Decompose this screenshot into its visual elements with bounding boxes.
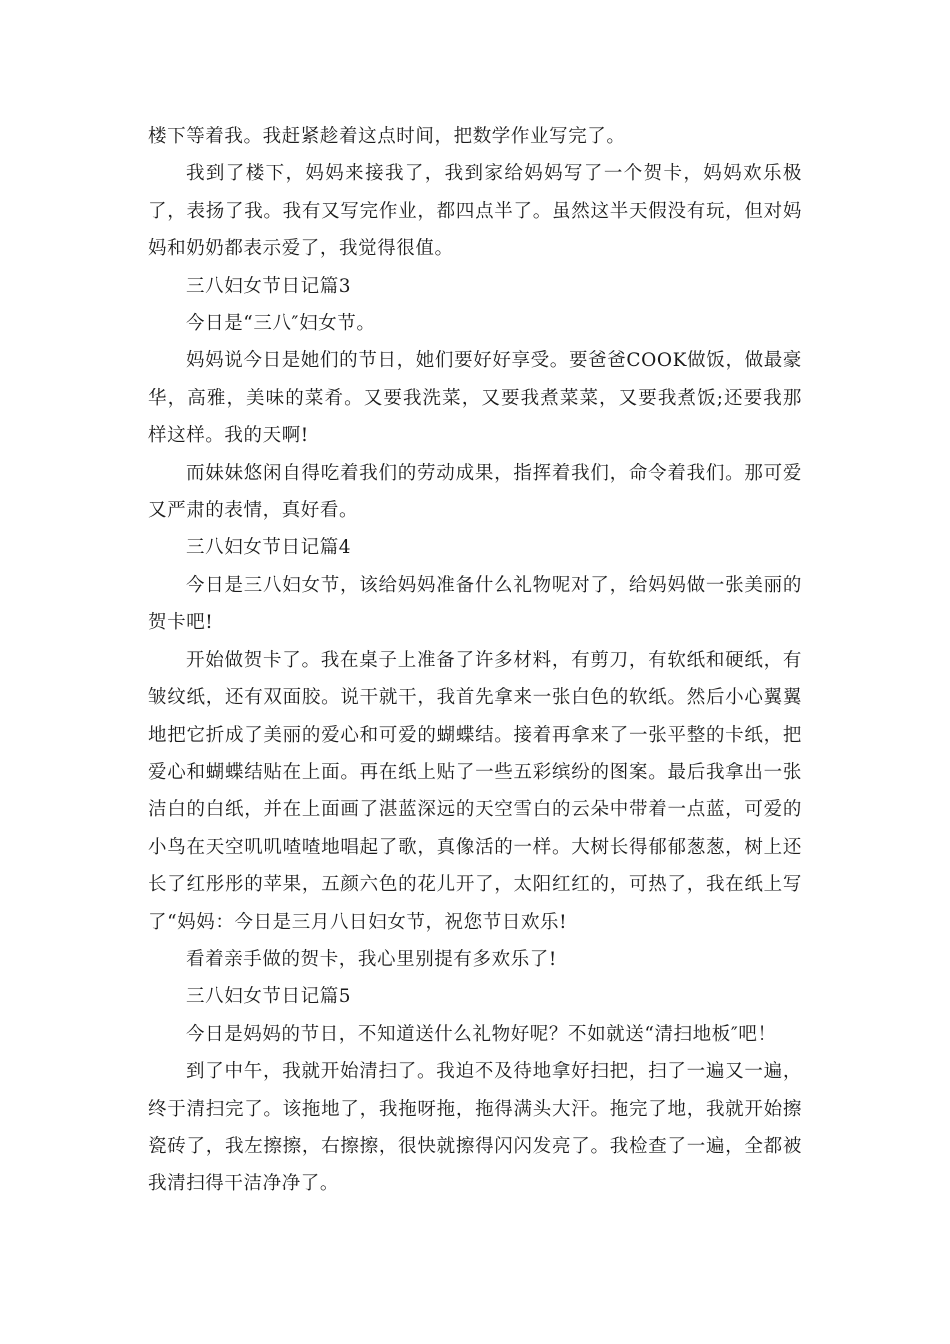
- paragraph: 今日是“三八″妇女节。: [186, 313, 376, 335]
- paragraph: 看着亲手做的贺卡，我心里别提有多欢乐了!: [186, 948, 557, 970]
- paragraph-continuation: 楼下等着我。我赶紧趁着这点时间，把数学作业写完了。: [148, 126, 626, 147]
- section-heading: 三八妇女节日记篇3: [186, 275, 352, 297]
- paragraph: 而妹妹悠闲自得吃着我们的劳动成果，指挥着我们，命令着我们。那可爱又严肃的表情，真好看。: [148, 462, 802, 522]
- paragraph: 到了中午，我就开始清扫了。我迫不及待地拿好扫把，扫了一遍又一遍，终于清扫完了。该拖地了，我拖呀拖，拖得满头大汗。拖完了地，我就开始擦瓷砖了，我左擦擦，右擦擦，很快就擦得闪闪发亮了。我检查了一遍，全都被我清扫得干洁净净了。: [148, 1061, 802, 1195]
- paragraph: 今日是三八妇女节，该给妈妈准备什么礼物呢对了，给妈妈做一张美丽的贺卡吧!: [148, 574, 802, 634]
- paragraph: 妈妈说今日是她们的节日，她们要好好享受。要爸爸COOK做饭，做最豪华，高雅，美味的菜肴。又要我洗菜，又要我煮菜菜，又要我煮饭;还要我那样这样。我的天啊!: [148, 350, 802, 447]
- document-body: [148, 118, 802, 1203]
- section-heading: 三八妇女节日记篇4: [186, 537, 352, 559]
- paragraph: 我到了楼下，妈妈来接我了，我到家给妈妈写了一个贺卡，妈妈欢乐极了，表扬了我。我有又写完作业，都四点半了。虽然这半天假没有玩，但对妈妈和奶奶都表示爱了，我觉得很值。: [148, 163, 802, 260]
- section-heading: 三八妇女节日记篇5: [186, 986, 352, 1008]
- paragraph: 开始做贺卡了。我在桌子上准备了许多材料，有剪刀，有软纸和硬纸，有皱纹纸，还有双面胶。说干就干，我首先拿来一张白色的软纸。然后小心翼翼地把它折成了美丽的爱心和可爱的蝴蝶结。接着再拿来了一张平整的卡纸，把爱心和蝴蝶结贴在上面。再在纸上贴了一些五彩缤纷的图案。最后我拿出一张洁白的白纸，并在上面画了湛蓝深远的天空雪白的云朵中带着一点蓝，可爱的小鸟在天空叽叽喳喳地唱起了歌，真像活的一样。大树长得郁郁葱葱，树上还长了红彤彤的苹果，五颜六色的花儿开了，太阳红红的，可热了，我在纸上写了“妈妈：今日是三月八日妇女节，祝您节日欢乐!: [148, 649, 802, 933]
- paragraph: 今日是妈妈的节日，不知道送什么礼物好呢？不如就送“清扫地板″吧！: [186, 1023, 777, 1045]
